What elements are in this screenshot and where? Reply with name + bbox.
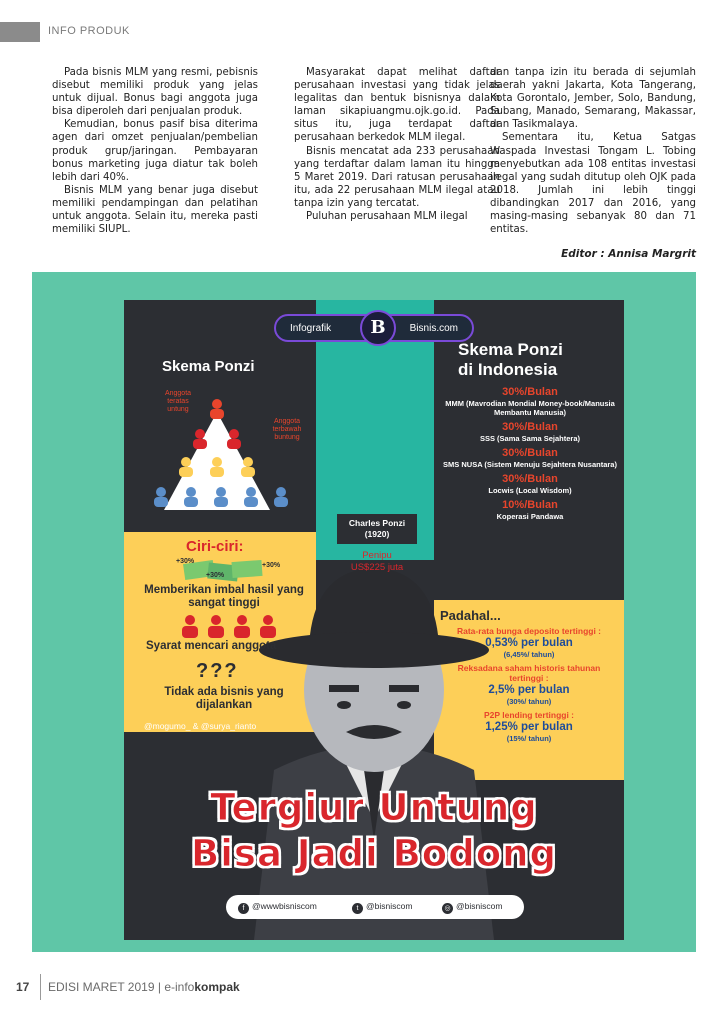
badge-label: Infografik <box>290 323 332 334</box>
comparison-value: 0,53% per bulan <box>485 637 573 649</box>
charles-year: (1920) <box>364 529 390 539</box>
scheme-rate: 30%/Bulan <box>502 447 558 459</box>
scheme-name: SMS NUSA (Sistem Menuju Sejahtera Nusantara) <box>443 460 617 469</box>
comparison-value: 1,25% per bulan <box>485 721 573 733</box>
paragraph: dan tanpa izin itu berada di sejumlah daerah yakni Jakarta, Kota Tangerang, Kota Gorontalo, Jember, Solo, Bandung, Subang, Manado, Semarang, Makassar, dan Tasikmalaya. <box>490 67 696 131</box>
paragraph: Bisnis MLM yang benar juga disebut memiliki pendampingan dan pelatihan untuk anggota. Selain itu, mereka pasti memiliki SIUPL. <box>52 184 258 236</box>
percent-label: +30% <box>262 562 281 569</box>
charles-name: Charles Ponzi <box>348 518 406 528</box>
article-column-1 <box>52 66 258 236</box>
comparison-label: Rata-rata bunga deposito tertinggi : <box>456 626 602 636</box>
instagram-handle: @bisniscom <box>456 901 503 911</box>
facebook-handle: @wwwbisniscom <box>252 901 317 911</box>
person-icon <box>246 487 256 497</box>
ciri-item: Syarat mencari anggota <box>146 640 277 652</box>
paragraph: Puluhan perusahaan MLM ilegal <box>306 211 468 223</box>
pyramid-diagram <box>124 392 316 512</box>
person-icon <box>212 457 222 467</box>
scheme-rate: 30%/Bulan <box>502 473 558 485</box>
brand-bold: kompak <box>194 980 240 994</box>
indonesia-title-line: di Indonesia <box>458 360 558 379</box>
indonesia-list <box>442 386 618 525</box>
indonesia-title <box>458 340 563 380</box>
scheme-name: MMM (Mavrodian Mondial Money-book/Manusia Membantu Manusia) <box>445 399 615 417</box>
bottom-label: Anggota terbawah buntung <box>272 418 302 441</box>
person-icon <box>195 429 205 439</box>
scheme-rate: 10%/Bulan <box>502 499 558 511</box>
badge-site: Bisnis.com <box>409 323 458 334</box>
separator: | <box>157 980 161 994</box>
person-icon <box>156 487 166 497</box>
scheme-rate: 30%/Bulan <box>502 421 558 433</box>
header-bar <box>0 22 40 42</box>
paragraph: Bisnis mencatat ada 233 perusahaan yang terdaftar dalam laman itu hingga 5 Maret 2019. Dari ratusan perusahaan itu, ada 22 perusahaan MLM ilegal atau tanpa izin yang tercatat. <box>294 145 500 209</box>
footer-divider <box>40 974 41 1000</box>
indonesia-title-line: Skema Ponzi <box>458 340 563 359</box>
headline-line-1: Tergiur Untung <box>210 786 538 829</box>
top-label: Anggota teratas untung <box>164 390 192 413</box>
question-marks: ??? <box>196 660 239 682</box>
page-number: 17 <box>16 980 30 994</box>
headline-line-2: Bisa Jadi Bodong <box>191 832 557 875</box>
infographic-poster <box>124 300 624 940</box>
person-icon <box>186 487 196 497</box>
penipu-line: Penipu <box>362 550 392 561</box>
person-icon <box>276 487 286 497</box>
social-twitter <box>352 901 412 914</box>
person-icon <box>216 487 226 497</box>
person-icon <box>212 399 222 409</box>
members-icon <box>180 614 290 642</box>
article-column-2 <box>294 66 500 223</box>
paragraph: Kemudian, bonus pasif bisa diterima agen dari omzet penjualan/pembelian produk grup/jaringan. Pembayaran bonus marketing juga diatur tak boleh lebih dari 40%. <box>52 119 258 183</box>
article-column-3 <box>490 66 696 236</box>
edition-label: EDISI MARET 2019 <box>48 980 155 994</box>
ciri-item: Memberikan imbal hasil yang sangat tinggi <box>144 584 304 609</box>
section-label: INFO PRODUK <box>48 25 130 37</box>
article-columns <box>52 66 700 241</box>
penipu-label <box>337 550 417 574</box>
padahal-title: Padahal... <box>440 608 501 623</box>
bisnis-logo-icon: B <box>360 310 396 346</box>
comparison-annual: (15%/ tahun) <box>506 734 552 743</box>
brand-prefix: e-info <box>164 980 195 994</box>
person-icon <box>181 457 191 467</box>
twitter-handle: @bisniscom <box>366 901 413 911</box>
scheme-name: Locwis (Local Wisdom) <box>488 486 572 495</box>
percent-label: +30% <box>206 572 225 579</box>
scheme-name: SSS (Sama Sama Sejahtera) <box>479 434 581 443</box>
charles-label <box>337 514 417 544</box>
infografik-badge <box>274 314 474 342</box>
padahal-list <box>440 626 618 747</box>
facebook-icon: f <box>238 903 249 914</box>
social-bar <box>226 895 524 919</box>
illustrator-credit: @mogumo_ & @surya_rianto <box>144 721 257 731</box>
person-icon <box>229 429 239 439</box>
comparison-label: Reksadana saham historis tahunan tertinggi : <box>457 663 601 683</box>
percent-label: +30% <box>176 558 195 565</box>
ciri-item: Tidak ada bisnis yang dijalankan <box>164 686 284 711</box>
twitter-icon: t <box>352 903 363 914</box>
person-icon <box>243 457 253 467</box>
comparison-value: 2,5% per bulan <box>488 684 570 696</box>
penipu-amount: US$225 juta <box>350 562 404 573</box>
editor-credit: Editor : Annisa Margrit <box>561 248 696 260</box>
scheme-rate: 30%/Bulan <box>502 386 558 398</box>
footer-edition <box>48 980 240 994</box>
social-instagram <box>442 901 502 914</box>
paragraph: Sementara itu, Ketua Satgas Waspada Investasi Tongam L. Tobing menyebutkan ada 108 entitas investasi ilegal yang sudah ditutup oleh OJK pada 2018. Jumlah ini lebih tinggi dibandingkan 2017 dan 2016, yang masing-masing sebanyak 80 dan 71 entitas. <box>490 132 696 236</box>
instagram-icon: ◎ <box>442 903 453 914</box>
comparison-annual: (6,45%/ tahun) <box>503 650 555 659</box>
social-facebook <box>238 901 317 914</box>
comparison-label: P2P lending tertinggi : <box>483 710 575 720</box>
scheme-name: Koperasi Pandawa <box>496 512 564 521</box>
ciri-title: Ciri-ciri: <box>186 538 244 555</box>
ponzi-title: Skema Ponzi <box>162 358 255 375</box>
paragraph: Pada bisnis MLM yang resmi, pebisnis disebut memiliki produk yang jelas untuk dijual. Bonus bagi anggota juga bisa diperoleh dari penjualan produk. <box>52 67 258 118</box>
paragraph: Masyarakat dapat melihat daftar perusahaan investasi yang tidak jelas legalitas dan bentuk bisnisnya dalam laman sikapiuangmu.ojk.go.id. Pada situs itu, juga terdapat daftar perusahaan berkedok MLM ilegal. <box>294 67 500 144</box>
comparison-annual: (30%/ tahun) <box>506 697 552 706</box>
